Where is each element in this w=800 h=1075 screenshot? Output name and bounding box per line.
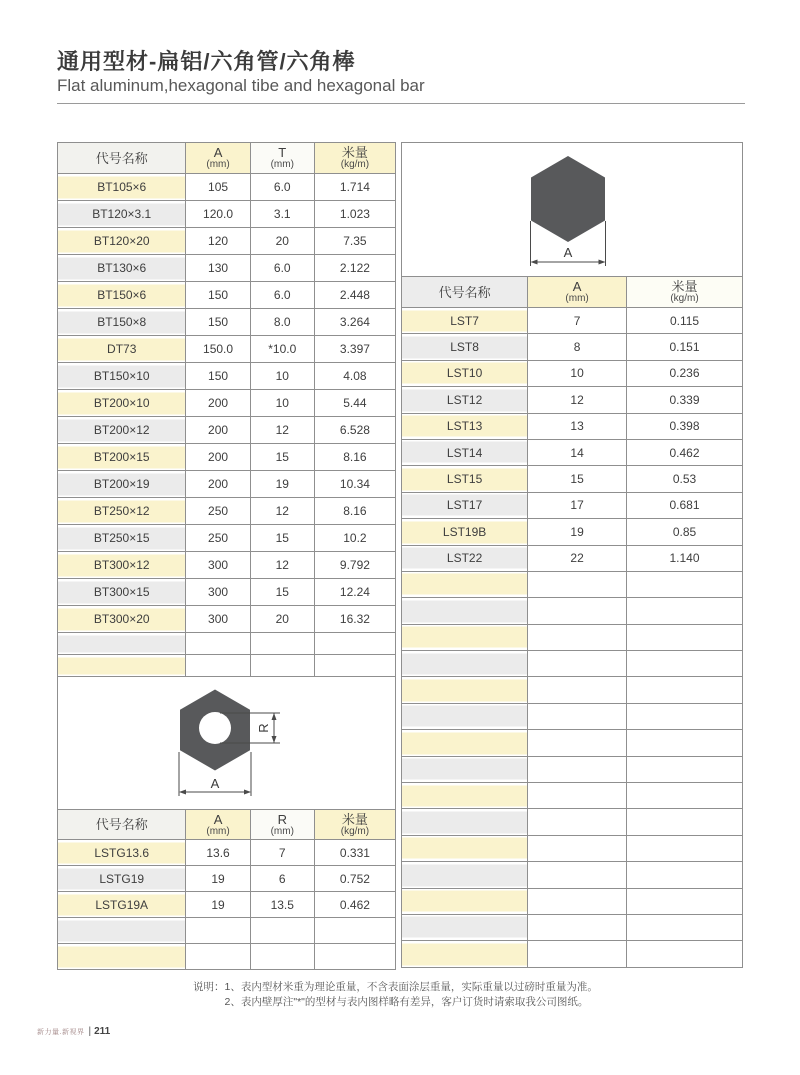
table-row [58,866,396,892]
value-cell: 1.023 [314,201,395,228]
value-cell [627,809,743,835]
hex-bar-table [401,276,743,968]
code-cell: BT200×10 [58,390,186,417]
value-cell: 200 [186,444,250,471]
value-cell [528,888,627,914]
column-header-code: 代号名称 [402,277,528,308]
value-cell: 3.1 [250,201,314,228]
footer-brand: 新力量.新视界 [37,1028,85,1036]
code-cell: BT300×15 [58,579,186,606]
value-cell: 0.115 [627,308,743,334]
code-cell: BT120×3.1 [58,201,186,228]
value-cell [528,862,627,888]
value-cell: 7.35 [314,228,395,255]
value-cell [627,730,743,756]
value-cell: 150.0 [186,336,250,363]
code-cell: BT200×19 [58,471,186,498]
value-cell [528,783,627,809]
code-cell: LST15 [402,466,528,492]
value-cell: 6.0 [250,174,314,201]
notes [193,980,753,1010]
value-cell: 130 [186,255,250,282]
table-row [402,888,743,914]
table-row [58,525,396,552]
code-cell: LST17 [402,492,528,518]
table-row [402,624,743,650]
table-row [402,677,743,703]
value-cell [186,633,250,655]
column-header-r: R (mm) [250,810,314,840]
code-cell: BT150×6 [58,282,186,309]
value-cell: 8.16 [314,498,395,525]
value-cell: 105 [186,174,250,201]
table-row [402,466,743,492]
table-row [58,336,396,363]
value-cell [528,835,627,861]
column-header-code: 代号名称 [58,143,186,174]
table-row [402,783,743,809]
value-cell: 13.5 [250,892,314,918]
code-cell [402,730,528,756]
value-cell: 15 [250,525,314,552]
value-cell: 300 [186,552,250,579]
code-cell [402,914,528,940]
table-row [58,552,396,579]
code-cell: BT150×8 [58,309,186,336]
table-row [402,519,743,545]
value-cell: 9.792 [314,552,395,579]
code-cell [58,918,186,944]
value-cell [528,677,627,703]
code-cell [402,862,528,888]
column-header-weight: 米量 (kg/m) [314,810,395,840]
code-cell [402,571,528,597]
table-row [58,228,396,255]
table-row [58,944,396,970]
value-cell [250,633,314,655]
code-cell: LST7 [402,308,528,334]
value-cell: 3.397 [314,336,395,363]
table-row [58,840,396,866]
table-row [402,308,743,334]
value-cell: 0.85 [627,519,743,545]
value-cell: 15 [528,466,627,492]
value-cell: 300 [186,579,250,606]
value-cell: 16.32 [314,606,395,633]
value-cell [627,835,743,861]
value-cell: 6.0 [250,255,314,282]
code-cell [402,809,528,835]
value-cell: 0.53 [627,466,743,492]
code-cell [402,783,528,809]
value-cell: 8.16 [314,444,395,471]
value-cell: 2.122 [314,255,395,282]
value-cell: 3.264 [314,309,395,336]
page-title: 通用型材-扁铝/六角管/六角棒 [57,49,356,74]
code-cell: LST12 [402,387,528,413]
table-row [58,309,396,336]
value-cell [627,756,743,782]
value-cell: 0.339 [627,387,743,413]
page-number: 211 [94,1026,111,1037]
value-cell [250,655,314,677]
table-row [402,598,743,624]
value-cell [627,914,743,940]
value-cell [528,624,627,650]
value-cell [528,730,627,756]
code-cell: BT250×12 [58,498,186,525]
value-cell: 6.0 [250,282,314,309]
table-row [58,606,396,633]
code-cell [402,624,528,650]
code-cell: BT150×10 [58,363,186,390]
table-row [402,651,743,677]
value-cell: 6.528 [314,417,395,444]
dimension-a-label: A [210,776,220,791]
table-row [58,363,396,390]
value-cell: *10.0 [250,336,314,363]
code-cell: LSTG19 [58,866,186,892]
table-row [402,756,743,782]
value-cell: 8.0 [250,309,314,336]
table-row [402,703,743,729]
value-cell [186,918,250,944]
value-cell: 12 [250,552,314,579]
value-cell: 1.140 [627,545,743,571]
value-cell: 10 [250,363,314,390]
code-cell: BT130×6 [58,255,186,282]
value-cell: 12 [250,417,314,444]
notes-label: 说明： [193,981,225,993]
value-cell: 10.2 [314,525,395,552]
value-cell [528,809,627,835]
table-row [402,360,743,386]
code-cell [402,703,528,729]
flat-aluminum-table [57,142,396,677]
table-row [402,413,743,439]
bore-circle [199,712,231,744]
hexagon-bar-shape [531,156,605,242]
table-header-row [58,810,396,840]
table-row [58,655,396,677]
table-row [402,545,743,571]
value-cell: 200 [186,390,250,417]
table-header-row [58,143,396,174]
value-cell: 8 [528,334,627,360]
code-cell: BT250×15 [58,525,186,552]
hex-tube-table [57,809,396,970]
table-row [58,633,396,655]
code-cell [402,651,528,677]
table-row [402,730,743,756]
column-header-a: A (mm) [186,810,250,840]
value-cell [250,944,314,970]
value-cell [627,571,743,597]
value-cell: 20 [250,228,314,255]
value-cell [314,655,395,677]
table-row [58,498,396,525]
value-cell: 200 [186,417,250,444]
column-header-t: T (mm) [250,143,314,174]
value-cell: 19 [528,519,627,545]
dimension-a-label: A [563,245,573,260]
value-cell [528,703,627,729]
value-cell: 0.462 [314,892,395,918]
value-cell [627,941,743,967]
value-cell [627,651,743,677]
column-header-weight: 米量 (kg/m) [627,277,743,308]
value-cell [528,756,627,782]
value-cell: 20 [250,606,314,633]
value-cell: 12 [250,498,314,525]
table-header-row [402,277,743,308]
table-row [402,387,743,413]
value-cell: 7 [528,308,627,334]
table-row [402,571,743,597]
value-cell: 300 [186,606,250,633]
code-cell: BT200×15 [58,444,186,471]
code-cell [402,677,528,703]
table-row [402,914,743,940]
code-cell: BT120×20 [58,228,186,255]
note-line: 1、表内型材米重为理论重量，不含表面涂层重量，实际重量以过磅时重量为准。 [224,981,598,993]
value-cell: 10.34 [314,471,395,498]
value-cell: 250 [186,498,250,525]
value-cell [627,624,743,650]
value-cell: 7 [250,840,314,866]
right-column [401,142,743,968]
table-row [58,444,396,471]
table-row [402,835,743,861]
value-cell: 250 [186,525,250,552]
table-row [58,282,396,309]
code-cell [402,598,528,624]
hex-bar-diagram [401,142,743,277]
value-cell [314,944,395,970]
code-cell: BT200×12 [58,417,186,444]
column-header-a: A (mm) [186,143,250,174]
value-cell: 120.0 [186,201,250,228]
code-cell: LST14 [402,439,528,465]
column-header-a: A (mm) [528,277,627,308]
value-cell: 12.24 [314,579,395,606]
value-cell: 12 [528,387,627,413]
column-header-code: 代号名称 [58,810,186,840]
value-cell: 13.6 [186,840,250,866]
code-cell [58,633,186,655]
value-cell [627,783,743,809]
code-cell: LST13 [402,413,528,439]
value-cell: 0.236 [627,360,743,386]
value-cell: 150 [186,282,250,309]
code-cell [58,655,186,677]
table-row [402,439,743,465]
value-cell [528,941,627,967]
code-cell: LST10 [402,360,528,386]
footer-divider: | [88,1026,92,1037]
table-row [58,918,396,944]
code-cell [402,888,528,914]
value-cell: 13 [528,413,627,439]
table-row [58,417,396,444]
code-cell: LSTG19A [58,892,186,918]
code-cell: DT73 [58,336,186,363]
value-cell: 0.462 [627,439,743,465]
value-cell: 2.448 [314,282,395,309]
table-row [402,492,743,518]
value-cell: 0.681 [627,492,743,518]
value-cell [627,888,743,914]
code-cell: BT300×20 [58,606,186,633]
value-cell: 15 [250,444,314,471]
code-cell: BT105×6 [58,174,186,201]
value-cell: 5.44 [314,390,395,417]
code-cell [402,835,528,861]
value-cell: 0.398 [627,413,743,439]
page-subtitle: Flat aluminum,hexagonal tibe and hexagonal bar [57,76,425,96]
value-cell: 0.331 [314,840,395,866]
value-cell: 19 [186,892,250,918]
value-cell [186,655,250,677]
title-block [57,50,745,104]
value-cell [314,633,395,655]
value-cell: 150 [186,363,250,390]
code-cell: LSTG13.6 [58,840,186,866]
table-row [58,390,396,417]
table-row [58,201,396,228]
table-row [58,174,396,201]
code-cell [402,756,528,782]
code-cell: LST22 [402,545,528,571]
value-cell [250,918,314,944]
value-cell: 17 [528,492,627,518]
notes-lines [225,980,598,1010]
table-row [58,892,396,918]
content-area [57,142,743,970]
value-cell [528,914,627,940]
value-cell [627,862,743,888]
value-cell: 4.08 [314,363,395,390]
value-cell: 15 [250,579,314,606]
table-row [402,862,743,888]
value-cell [627,703,743,729]
hex-tube-diagram [57,676,396,810]
value-cell [627,677,743,703]
note-line: 2、表内壁厚注"*"的型材与表内图样略有差异，客户订货时请索取我公司图纸。 [224,996,589,1009]
value-cell: 10 [250,390,314,417]
value-cell: 19 [250,471,314,498]
value-cell: 0.752 [314,866,395,892]
value-cell [528,651,627,677]
column-header-weight: 米量 (kg/m) [314,143,395,174]
table-row [402,809,743,835]
table-row [58,471,396,498]
value-cell: 19 [186,866,250,892]
value-cell: 0.151 [627,334,743,360]
table-row [58,579,396,606]
value-cell: 120 [186,228,250,255]
value-cell: 22 [528,545,627,571]
value-cell: 1.714 [314,174,395,201]
value-cell: 200 [186,471,250,498]
value-cell: 10 [528,360,627,386]
code-cell [58,944,186,970]
page-footer [37,1026,110,1037]
left-column [57,142,396,970]
value-cell [314,918,395,944]
dimension-r-label: R [256,723,271,733]
value-cell: 150 [186,309,250,336]
value-cell [528,571,627,597]
table-row [402,334,743,360]
code-cell: LST8 [402,334,528,360]
value-cell [627,598,743,624]
code-cell [402,941,528,967]
value-cell [528,598,627,624]
code-cell: BT300×12 [58,552,186,579]
value-cell: 14 [528,439,627,465]
value-cell [186,944,250,970]
table-row [58,255,396,282]
code-cell: LST19B [402,519,528,545]
table-row [402,941,743,967]
value-cell: 6 [250,866,314,892]
